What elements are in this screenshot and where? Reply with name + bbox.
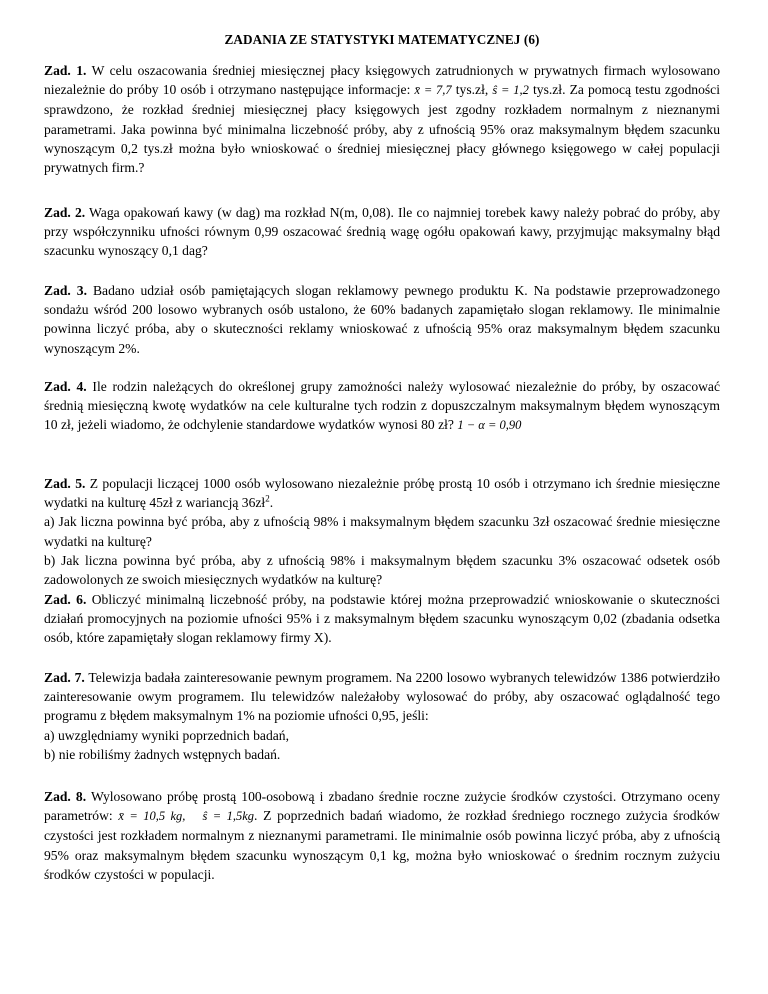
task-text: Ile rodzin należących do określonej grupy zamożności należy wylosować niezależnie do próby, by oszacować średnią miesięczną kwotę wydatków na cele kulturalne tych rodzin z dopuszczalnym maksymalnym błędem wynoszącym 10 zł, jeżeli wiadomo, że odchylenie standardowe wydatków wynosi 80 zł? xyxy=(44,379,720,433)
task-6 xyxy=(44,590,720,648)
task-label: Zad. 5. xyxy=(44,476,86,491)
task-label: Zad. 1. xyxy=(44,63,87,78)
task-7 xyxy=(44,668,720,764)
task-item-a: a) uwzględniamy wyniki poprzednich badań, xyxy=(44,727,289,743)
task-text: tys.zł, xyxy=(455,82,489,98)
task-text: Obliczyć minimalną liczebność próby, na podstawie której można przeprowadzić wnioskowanie o skuteczności działań promocyjnych na poziomie ufności 95% i z maksymalnym błędem szacunku wynoszącym 0,02 (zbadania odsetka osób, które zapamiętały slogan reklamowy firmy X). xyxy=(44,592,720,646)
task-text: Waga opakowań kawy (w dag) ma rozkład N(m, 0,08). Ile co najmniej torebek kawy należy pobrać do próby, aby przy współczynniku ufności równym 0,99 oszacować średnią wagę ogółu opakowań kawy, przyjmując maksymalny błąd szacunku wynoszący 0,1 dag? xyxy=(44,205,720,259)
task-8 xyxy=(44,787,720,884)
task-text: Telewizja badała zainteresowanie pewnym programem. Na 2200 losowo wybranych telewidzów 1386 potwierdziło zainteresowanie owym programem. Ilu telewidzów należałoby wylosować do próby, aby oszacować oglądalność tego programu z błędem maksymalnym 1% na poziomie ufności 0,95, jeśli: xyxy=(44,670,720,724)
sample-std-formula: ŝ = 1,5kg xyxy=(202,809,255,824)
task-text: tys.zł. Za pomocą testu zgodności sprawdzono, że rozkład średniej miesięcznej płacy księgowych jest zgodny rozkładem normalnym z nieznanymi parametrami. Jaka powinna być minimalna liczebność próby, aby z ufnością 95% oraz maksymalnym błędem szacunku wynoszącym 0,2 tys.zł można było wnioskować o średniej miesięcznej płacy głównego księgowego w całej populacji prywatnych firm.? xyxy=(44,82,720,176)
task-2 xyxy=(44,203,720,261)
task-label: Zad. 7. xyxy=(44,670,85,685)
task-label: Zad. 8. xyxy=(44,789,87,804)
task-label: Zad. 3. xyxy=(44,283,87,298)
sample-mean-formula: x̄ = 7,7 xyxy=(414,83,452,98)
document-title: ZADANIA ZE STATYSTYKI MATEMATYCZNEJ (6) xyxy=(224,32,540,47)
task-text: Badano udział osób pamiętających slogan reklamowy pewnego produktu K. Na podstawie przeprowadzonego sondażu wśród 200 losowo wybranych osób ustalono, że 60% badanych zapamiętało slogan reklamowy. Ile minimalnie powinna liczyć próba, aby o skuteczności reklamy wnioskować z ufnością 95% oraz maksymalnym błędem szacunku wynoszącym 2%. xyxy=(44,283,720,356)
task-item-b: b) nie robiliśmy żadnych wstępnych badań. xyxy=(44,746,281,762)
task-text: W celu oszacowania średniej miesięcznej płacy księgowych zatrudnionych w prywatnych firmach wylosowano niezależnie do próby 10 osób i otrzymano następujące informacje: xyxy=(44,63,720,98)
task-text: Wylosowano próbę prostą 100-osobową i zbadano średnie roczne zużycie środków czystości. Otrzymano oceny parametrów: xyxy=(44,789,720,824)
task-text: Z populacji liczącej 1000 osób wylosowano niezależnie próbę prostą 10 osób i otrzymano ich średnie miesięczne wydatki na kulturę 45zł z wariancją 36zł xyxy=(44,476,720,511)
task-4 xyxy=(44,377,720,436)
task-3 xyxy=(44,281,720,358)
task-text: . Z poprzednich badań wiadomo, że rozkład średniego rocznego zużycia środków czystości jest rozkładem normalnym z nieznanymi parametrami. Ile minimalnie osób powinna liczyć próba, aby z ufnością 95% oraz maksymalnym błędem szacunku wynoszącym 0,1 kg, można było wnioskować o średnim rocznym zużyciu środków czystości w populacji. xyxy=(44,808,720,882)
sample-mean-formula: x̄ = 10,5 kg, xyxy=(118,809,186,824)
task-5 xyxy=(44,474,720,589)
task-1 xyxy=(44,61,720,177)
task-label: Zad. 6. xyxy=(44,592,87,607)
task-label: Zad. 4. xyxy=(44,379,87,394)
task-text: . xyxy=(269,495,274,511)
confidence-formula: 1 − α = 0,90 xyxy=(457,418,522,433)
sample-std-formula: ŝ = 1,2 xyxy=(492,83,529,98)
task-label: Zad. 2. xyxy=(44,205,86,220)
task-item-a: a) Jak liczna powinna być próba, aby z ufnością 98% i maksymalnym błędem szacunku 3zł oszacować średnie miesięczne wydatki na kulturę? xyxy=(44,514,720,549)
task-item-b: b) Jak liczna powinna być próba, aby z ufnością 98% i maksymalnym błędem szacunku 3% oszacować odsetek osób zadowolonych ze swoich miesięcznych wydatków na kulturę? xyxy=(44,552,720,588)
superscript: 2 xyxy=(265,493,270,504)
